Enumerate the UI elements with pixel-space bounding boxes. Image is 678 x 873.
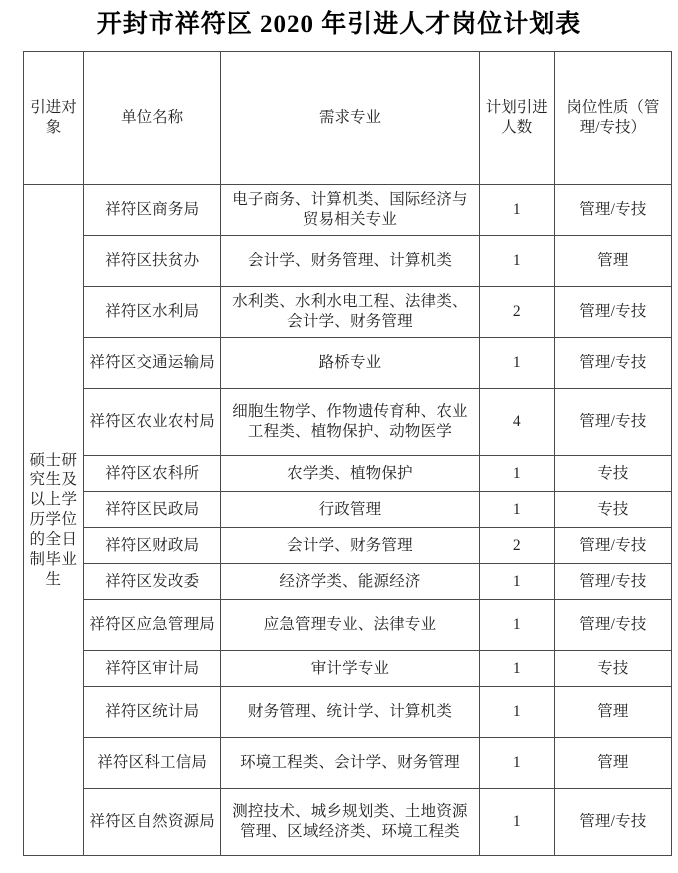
- table-row: [24, 236, 672, 287]
- column-header-nature: 岗位性质（管理/专技）: [554, 52, 671, 185]
- unit-cell: 祥符区商务局: [84, 185, 221, 236]
- major-cell: 农学类、植物保护: [221, 456, 479, 492]
- table-row: [24, 600, 672, 651]
- table-row: [24, 528, 672, 564]
- count-cell: 4: [479, 389, 554, 456]
- unit-cell: 祥符区扶贫办: [84, 236, 221, 287]
- major-cell: 水利类、水利水电工程、法律类、会计学、财务管理: [221, 287, 479, 338]
- major-cell: 经济学类、能源经济: [221, 564, 479, 600]
- count-cell: 1: [479, 456, 554, 492]
- unit-cell: 祥符区水利局: [84, 287, 221, 338]
- nature-cell: 管理/专技: [554, 185, 671, 236]
- nature-cell: 管理/专技: [554, 564, 671, 600]
- count-cell: 1: [479, 600, 554, 651]
- table-row: [24, 492, 672, 528]
- major-cell: 环境工程类、会计学、财务管理: [221, 738, 479, 789]
- count-cell: 2: [479, 287, 554, 338]
- table-body: [24, 185, 672, 856]
- major-cell: 审计学专业: [221, 651, 479, 687]
- count-cell: 1: [479, 338, 554, 389]
- column-header-count: 计划引进人数: [479, 52, 554, 185]
- table-row: [24, 789, 672, 856]
- major-cell: 测控技术、城乡规划类、土地资源管理、区域经济类、环境工程类: [221, 789, 479, 856]
- table-header-row: [24, 52, 672, 185]
- column-header-target: 引进对象: [24, 52, 84, 185]
- count-cell: 1: [479, 789, 554, 856]
- table-row: [24, 338, 672, 389]
- unit-cell: 祥符区科工信局: [84, 738, 221, 789]
- nature-cell: 管理/专技: [554, 287, 671, 338]
- nature-cell: 管理/专技: [554, 338, 671, 389]
- major-cell: 应急管理专业、法律专业: [221, 600, 479, 651]
- count-cell: 2: [479, 528, 554, 564]
- unit-cell: 祥符区民政局: [84, 492, 221, 528]
- table-header: [24, 52, 672, 185]
- unit-cell: 祥符区农科所: [84, 456, 221, 492]
- count-cell: 1: [479, 492, 554, 528]
- column-header-major: 需求专业: [221, 52, 479, 185]
- nature-cell: 管理/专技: [554, 389, 671, 456]
- count-cell: 1: [479, 687, 554, 738]
- count-cell: 1: [479, 185, 554, 236]
- nature-cell: 管理: [554, 236, 671, 287]
- count-cell: 1: [479, 236, 554, 287]
- unit-cell: 祥符区自然资源局: [84, 789, 221, 856]
- page-title: 开封市祥符区 2020 年引进人才岗位计划表: [96, 11, 582, 38]
- table-row: [24, 738, 672, 789]
- nature-cell: 管理/专技: [554, 789, 671, 856]
- unit-cell: 祥符区交通运输局: [84, 338, 221, 389]
- target-group-cell: 硕士研究生及以上学历学位的全日制毕业生: [24, 185, 84, 856]
- count-cell: 1: [479, 651, 554, 687]
- count-cell: 1: [479, 564, 554, 600]
- nature-cell: 管理: [554, 687, 671, 738]
- unit-cell: 祥符区应急管理局: [84, 600, 221, 651]
- major-cell: 会计学、财务管理、计算机类: [221, 236, 479, 287]
- nature-cell: 专技: [554, 492, 671, 528]
- recruitment-plan-table: [23, 51, 672, 856]
- table-row: [24, 287, 672, 338]
- nature-cell: 管理/专技: [554, 600, 671, 651]
- table-row: [24, 389, 672, 456]
- table-row: [24, 564, 672, 600]
- table-row: [24, 456, 672, 492]
- nature-cell: 专技: [554, 456, 671, 492]
- table-row: [24, 185, 672, 236]
- table-row: [24, 651, 672, 687]
- major-cell: 财务管理、统计学、计算机类: [221, 687, 479, 738]
- unit-cell: 祥符区财政局: [84, 528, 221, 564]
- unit-cell: 祥符区发改委: [84, 564, 221, 600]
- nature-cell: 管理: [554, 738, 671, 789]
- major-cell: 会计学、财务管理: [221, 528, 479, 564]
- count-cell: 1: [479, 738, 554, 789]
- column-header-unit: 单位名称: [84, 52, 221, 185]
- unit-cell: 祥符区统计局: [84, 687, 221, 738]
- major-cell: 细胞生物学、作物遗传育种、农业工程类、植物保护、动物医学: [221, 389, 479, 456]
- major-cell: 电子商务、计算机类、国际经济与贸易相关专业: [221, 185, 479, 236]
- major-cell: 路桥专业: [221, 338, 479, 389]
- unit-cell: 祥符区农业农村局: [84, 389, 221, 456]
- plan-table-container: [23, 51, 672, 856]
- nature-cell: 专技: [554, 651, 671, 687]
- table-row: [24, 687, 672, 738]
- major-cell: 行政管理: [221, 492, 479, 528]
- nature-cell: 管理/专技: [554, 528, 671, 564]
- unit-cell: 祥符区审计局: [84, 651, 221, 687]
